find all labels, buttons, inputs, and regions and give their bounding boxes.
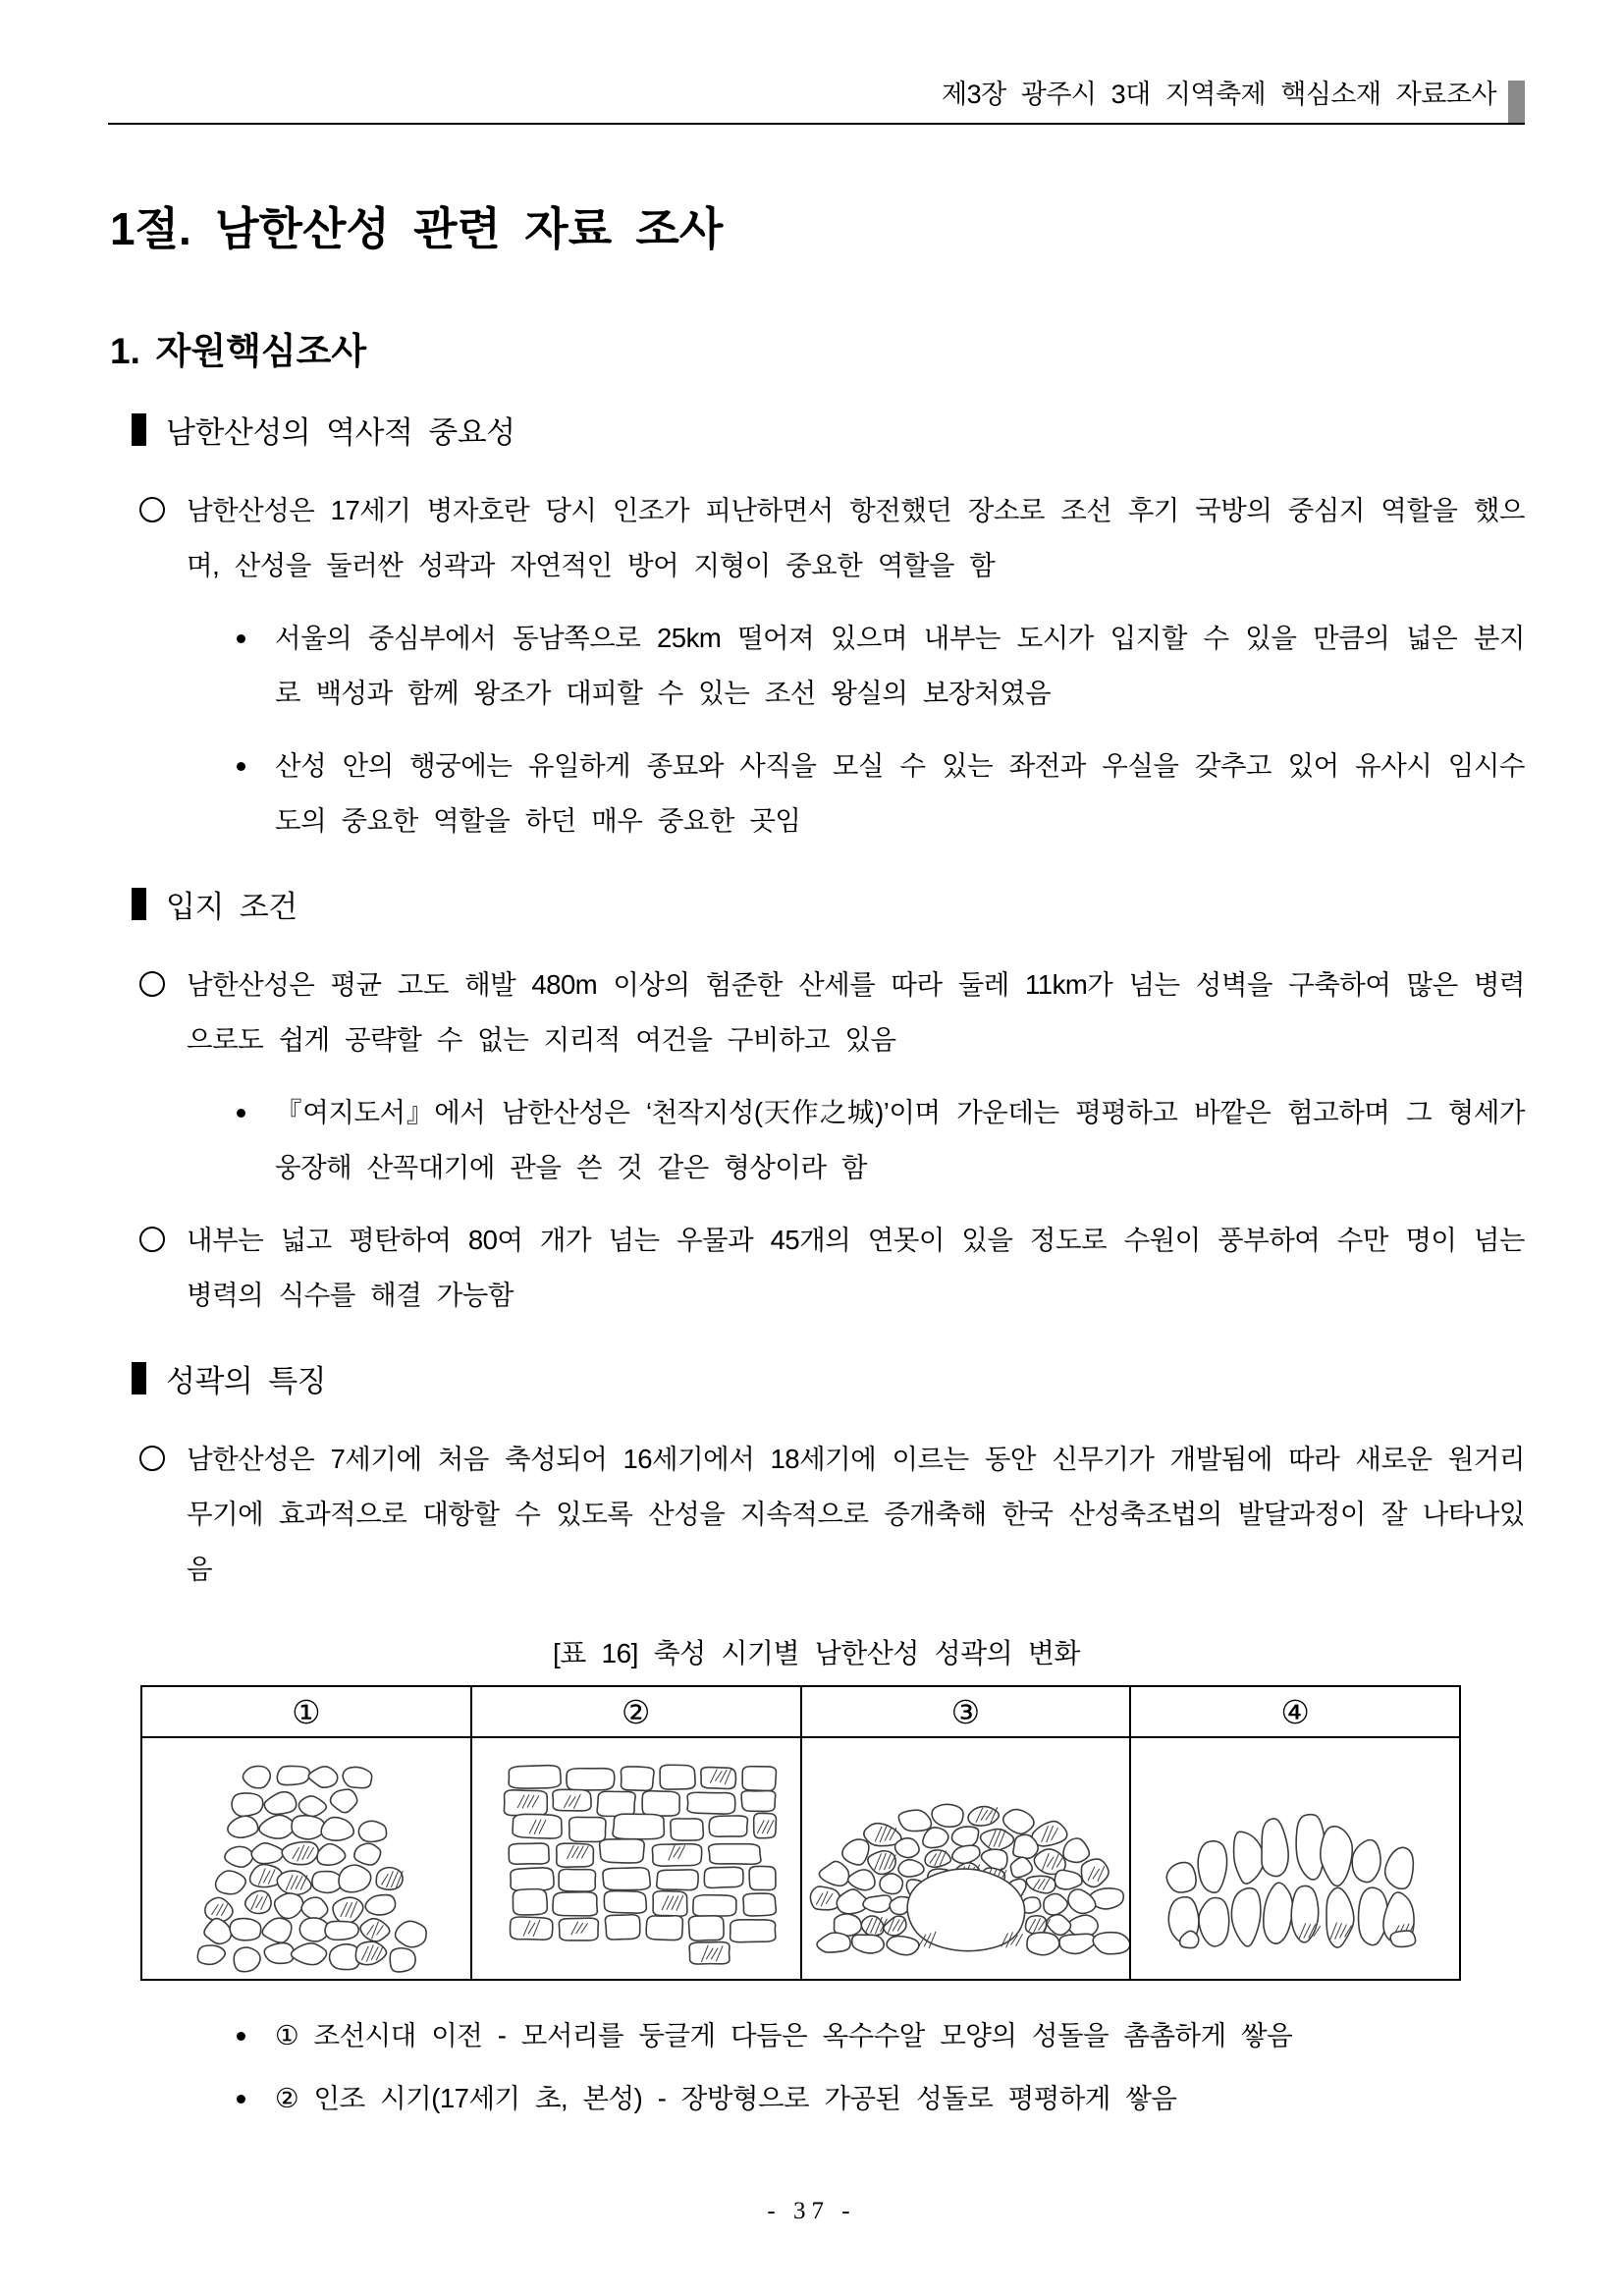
circle-bullet-icon (139, 1446, 165, 1471)
block-heading-label: 남한산성의 역사적 중요성 (166, 415, 515, 450)
dot-bullet-icon (237, 2032, 245, 2041)
block-heading-label: 성곽의 특징 (166, 1364, 327, 1398)
heading-bar-icon (132, 1362, 146, 1394)
paragraph: 남한산성은 평균 고도 해발 480m 이상의 험준한 산세를 따라 둘레 11km가 넘는 성벽을 구축하여 많은 병력으로도 쉽게 공략할 수 없는 지리적 여건을 구비하고 있음 (187, 969, 1525, 1055)
list-item (108, 611, 1525, 721)
boulder-and-stone-mound-wall-sketch (802, 1739, 1130, 1978)
list-item (108, 1213, 1525, 1323)
heading-bar-icon (132, 413, 146, 446)
paragraph: 남한산성은 7세기에 처음 축성되어 16세기에서 18세기에 이르는 동안 신무기가 개발됨에 따라 새로운 원거리 무기에 효과적으로 대항할 수 있도록 산성을 지속적으로 증개축해 한국 산성축조법의 발달과정이 잘 나타나있음 (187, 1444, 1525, 1584)
dot-bullet-icon (237, 762, 245, 771)
section-block-history (108, 408, 1525, 848)
coursed-rectangular-block-wall-sketch (472, 1739, 800, 1978)
table-header-row (141, 1686, 1460, 1737)
wall-image-cell (1130, 1737, 1460, 1980)
block-heading (132, 882, 1525, 926)
table-image-row (141, 1737, 1460, 1980)
circle-bullet-icon (139, 971, 165, 997)
list-item (108, 957, 1525, 1067)
table-col-4: ④ (1130, 1686, 1460, 1737)
page-number: - 37 - (767, 2198, 856, 2224)
wall-types-table (140, 1685, 1461, 1981)
list-item (108, 483, 1525, 593)
note-text: ① 조선시대 이전 - 모서리를 둥글게 다듬은 옥수수알 모양의 성돌을 촘촘하게 쌓음 (275, 2020, 1293, 2050)
circle-bullet-icon (139, 1227, 165, 1252)
page-title: 1절. 남한산성 관련 자료 조사 (110, 203, 724, 254)
circle-bullet-icon (139, 497, 165, 522)
list-item (108, 1432, 1525, 1597)
block-heading-label: 입지 조건 (166, 890, 298, 924)
section-block-location (108, 882, 1525, 1323)
paragraph: 산성 안의 행궁에는 유일하게 종묘와 사직을 모실 수 있는 좌전과 우실을 갖추고 있어 유사시 임시수도의 중요한 역할을 하던 매우 중요한 곳임 (275, 750, 1525, 836)
note-text: ② 인조 시기(17세기 초, 본성) - 장방형으로 가공된 성돌로 평평하게 쌓음 (275, 2083, 1177, 2113)
header-accent-box (1508, 81, 1525, 123)
block-heading (132, 1356, 1525, 1400)
rounded-cobblestone-wall-sketch (142, 1739, 470, 1978)
list-item (108, 738, 1525, 848)
table-notes (108, 2008, 1525, 2126)
chapter-header-text: 제3장 광주시 3대 지역축제 핵심소재 자료조사 (941, 80, 1496, 109)
paragraph: 『여지도서』에서 남한산성은 ‘천작지성(天作之城)’이며 가운데는 평평하고 바깥은 험고하며 그 형세가 웅장해 산꼭대기에 관을 쓴 것 같은 형상이라 함 (275, 1097, 1525, 1182)
dot-bullet-icon (237, 1109, 245, 1118)
dot-bullet-icon (237, 634, 245, 643)
table-col-3: ③ (801, 1686, 1131, 1737)
section-title: 1. 자원핵심조사 (110, 331, 367, 371)
table-col-2: ② (471, 1686, 801, 1737)
running-header (108, 57, 1525, 125)
table-col-1: ① (141, 1686, 471, 1737)
paragraph: 남한산성은 17세기 병자호란 당시 인조가 피난하면서 항전했던 장소로 조선 후기 국방의 중심지 역할을 했으며, 산성을 둘러싼 성곽과 자연적인 방어 지형이 중요한 역할을 함 (187, 495, 1525, 580)
wall-image-cell (801, 1737, 1131, 1980)
paragraph: 서울의 중심부에서 동남쪽으로 25km 떨어져 있으며 내부는 도시가 입지할 수 있을 만큼의 넓은 분지로 백성과 함께 왕조가 대피할 수 있는 조선 왕실의 보장처였음 (275, 623, 1525, 708)
heading-bar-icon (132, 888, 146, 920)
paragraph: 내부는 넓고 평탄하여 80여 개가 넘는 우물과 45개의 연못이 있을 정도로 수원이 풍부하여 수만 명이 넘는 병력의 식수를 해결 가능함 (187, 1225, 1525, 1310)
wall-image-cell (141, 1737, 471, 1980)
list-item (108, 2008, 1525, 2063)
block-heading (132, 408, 1525, 452)
section-block-wall-features (108, 1356, 1525, 1597)
table-caption: [표 16] 축성 시기별 남한산성 성곽의 변화 (552, 1638, 1080, 1668)
list-item (108, 1085, 1525, 1195)
wall-image-cell (471, 1737, 801, 1980)
tall-irregular-stone-wall-sketch (1131, 1739, 1459, 1978)
dot-bullet-icon (237, 2095, 245, 2104)
list-item (108, 2071, 1525, 2126)
